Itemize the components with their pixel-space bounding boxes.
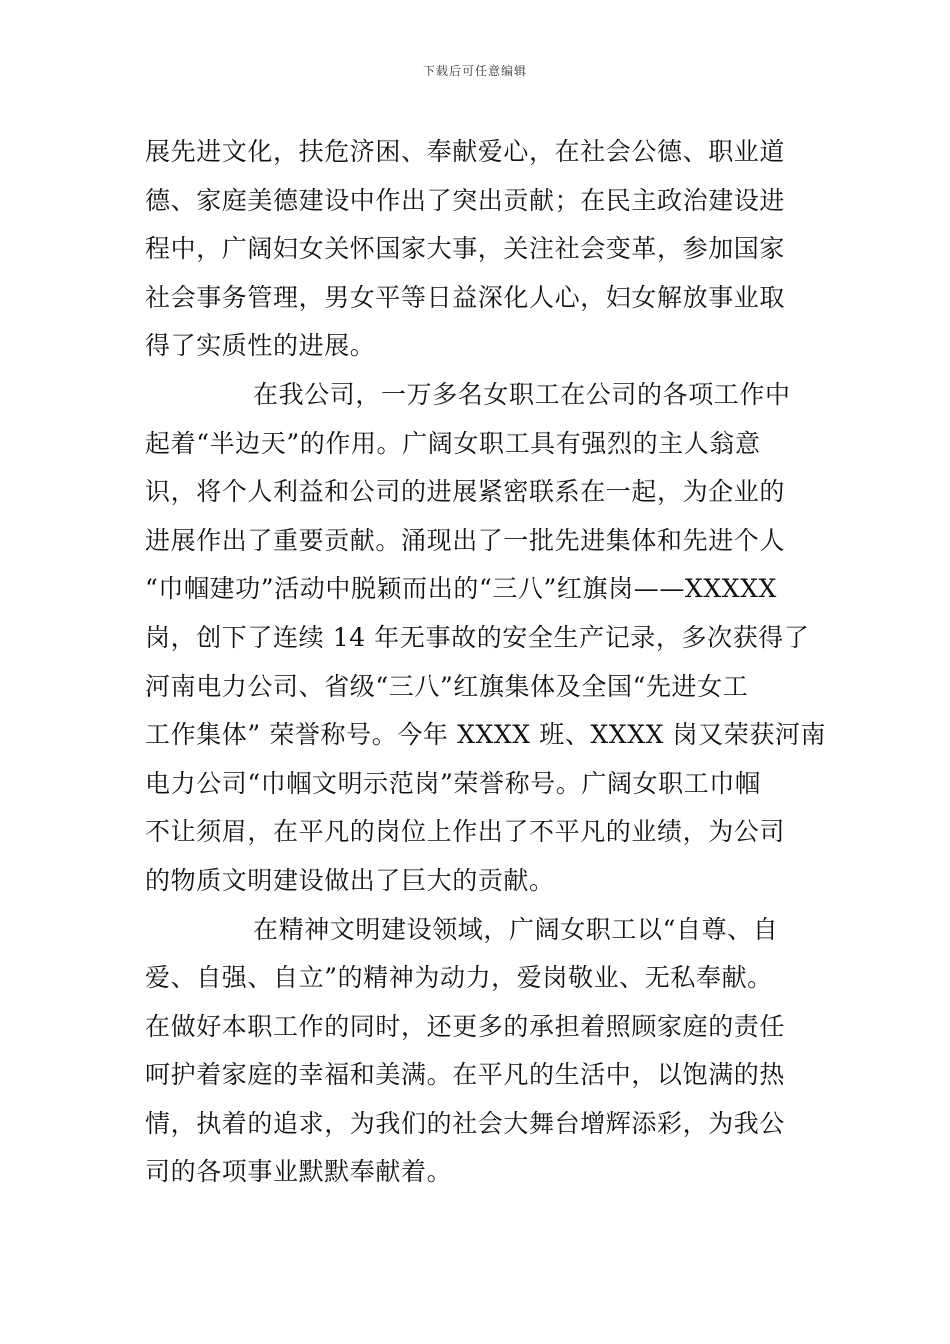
- text-line: 社会事务管理，男女平等日益深化人心，妇女解放事业取: [145, 282, 786, 312]
- text-line: “巾帼建功”活动中脱颖而出的“三八”红旗岗——XXXXX: [145, 574, 777, 604]
- text-line: 情，执着的追求，为我们的社会大舞台增辉添彩，为我公: [145, 1108, 786, 1138]
- text-line: 司的各项事业默默奉献着。: [145, 1157, 453, 1187]
- text-line: 起着“半边天”的作用。广阔女职工具有强烈的主人翁意: [145, 428, 761, 458]
- text-line: 识，将个人利益和公司的进展紧密联系在一起，为企业的: [145, 477, 786, 507]
- text-line: 在做好本职工作的同时，还更多的承担着照顾家庭的责任: [145, 1011, 786, 1041]
- paragraph: [145, 906, 825, 1198]
- text-line: 呵护着家庭的幸福和美满。在平凡的生活中，以饱满的热: [145, 1060, 786, 1090]
- text-line: 不让须眉，在平凡的岗位上作出了不平凡的业绩，为公司: [145, 817, 786, 847]
- text-line: 在精神文明建设领域，广阔女职工以“自尊、自: [253, 914, 779, 944]
- text-line: 得了实质性的进展。: [145, 331, 376, 361]
- text-line: 岗，创下了连续 14 年无事故的安全生产记录，多次获得了: [145, 622, 810, 652]
- text-line: 德、家庭美德建设中作出了突出贡献；在民主政治建设进: [145, 185, 786, 215]
- text-line: 河南电力公司、省级“三八”红旗集体及全国“先进女工: [145, 671, 749, 701]
- text-line: 展先进文化，扶危济困、奉献爱心，在社会公德、职业道: [145, 137, 786, 166]
- text-line: 的物质文明建设做出了巨大的贡献。: [145, 865, 555, 895]
- body-text: [145, 128, 825, 1197]
- paragraph: [145, 371, 825, 906]
- text-line: 在我公司，一万多名女职工在公司的各项工作中: [253, 379, 791, 409]
- paragraph: [145, 128, 825, 371]
- text-line: 程中，广阔妇女关怀国家大事，关注社会变革，参加国家: [145, 234, 786, 264]
- text-line: 爱、自强、自立”的精神为动力，爱岗敬业、无私奉献。: [145, 963, 773, 993]
- header-note: 下载后可任意编辑: [422, 64, 527, 78]
- text-line: 电力公司“巾帼文明示范岗”荣誉称号。广阔女职工巾帼: [145, 768, 761, 798]
- text-line: 进展作出了重要贡献。涌现出了一批先进集体和先进个人: [145, 525, 786, 555]
- text-line: 工作集体” 荣誉称号。今年 XXXX 班、XXXX 岗又荣获河南: [145, 720, 827, 750]
